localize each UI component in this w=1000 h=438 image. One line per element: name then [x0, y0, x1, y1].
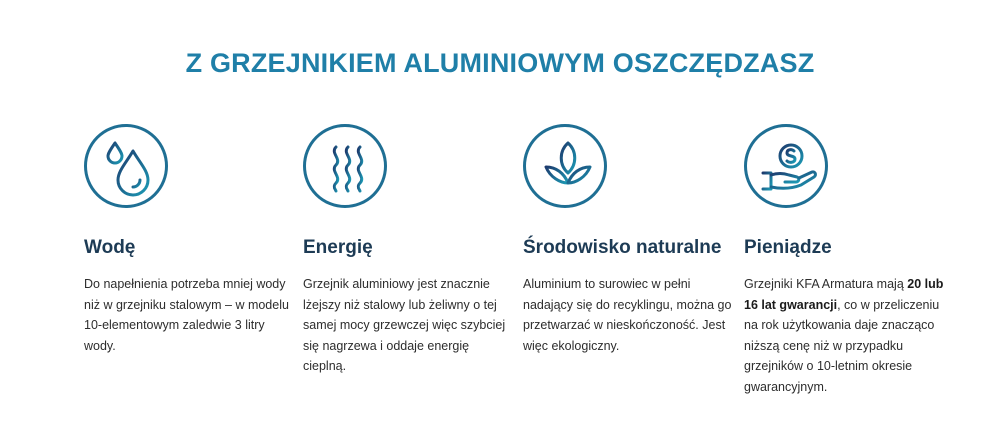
description-text: , co w przeliczeniu na rok użytkowania daje znacząco niższą cenę niż w przypadku grzejników o 10-letnim okresie gwarancyjnym.: [744, 297, 940, 394]
feature-description: Grzejnik aluminiowy jest znacznie lżejszy niż stalowy lub żeliwny o tej samej mocy grzewczej więc szybciej się nagrzewa i oddaje energię cieplną.: [303, 277, 506, 373]
leaf-plant-icon: [523, 124, 607, 208]
description-text: Grzejniki KFA Armatura mają: [744, 277, 908, 291]
feature-description: Do napełnienia potrzeba mniej wody niż w grzejniku stalowym – w modelu 10-elementowym zaledwie 3 litry wody.: [84, 277, 289, 353]
feature-description: [744, 274, 956, 397]
guarantee-highlight: 20 lub 16 lat gwarancji: [744, 277, 944, 312]
feature-title: Energię: [303, 237, 373, 258]
money-hand-icon: [744, 124, 828, 208]
feature-energy: [303, 124, 515, 377]
feature-description: Aluminium to surowiec w pełni nadający się do recyklingu, można go przetwarzać w nieskończoność. Jest więc ekologiczny.: [523, 277, 732, 353]
feature-title: Środowisko naturalne: [523, 237, 722, 258]
section-heading: Z GRZEJNIKIEM ALUMINIOWYM OSZCZĘDZASZ: [185, 48, 815, 78]
feature-title: Wodę: [84, 237, 136, 258]
feature-environment: [523, 124, 735, 356]
feature-money: [744, 124, 956, 397]
water-drop-icon: [84, 124, 168, 208]
feature-title: Pieniądze: [744, 237, 832, 258]
feature-water: [84, 124, 296, 356]
heat-waves-icon: [303, 124, 387, 208]
